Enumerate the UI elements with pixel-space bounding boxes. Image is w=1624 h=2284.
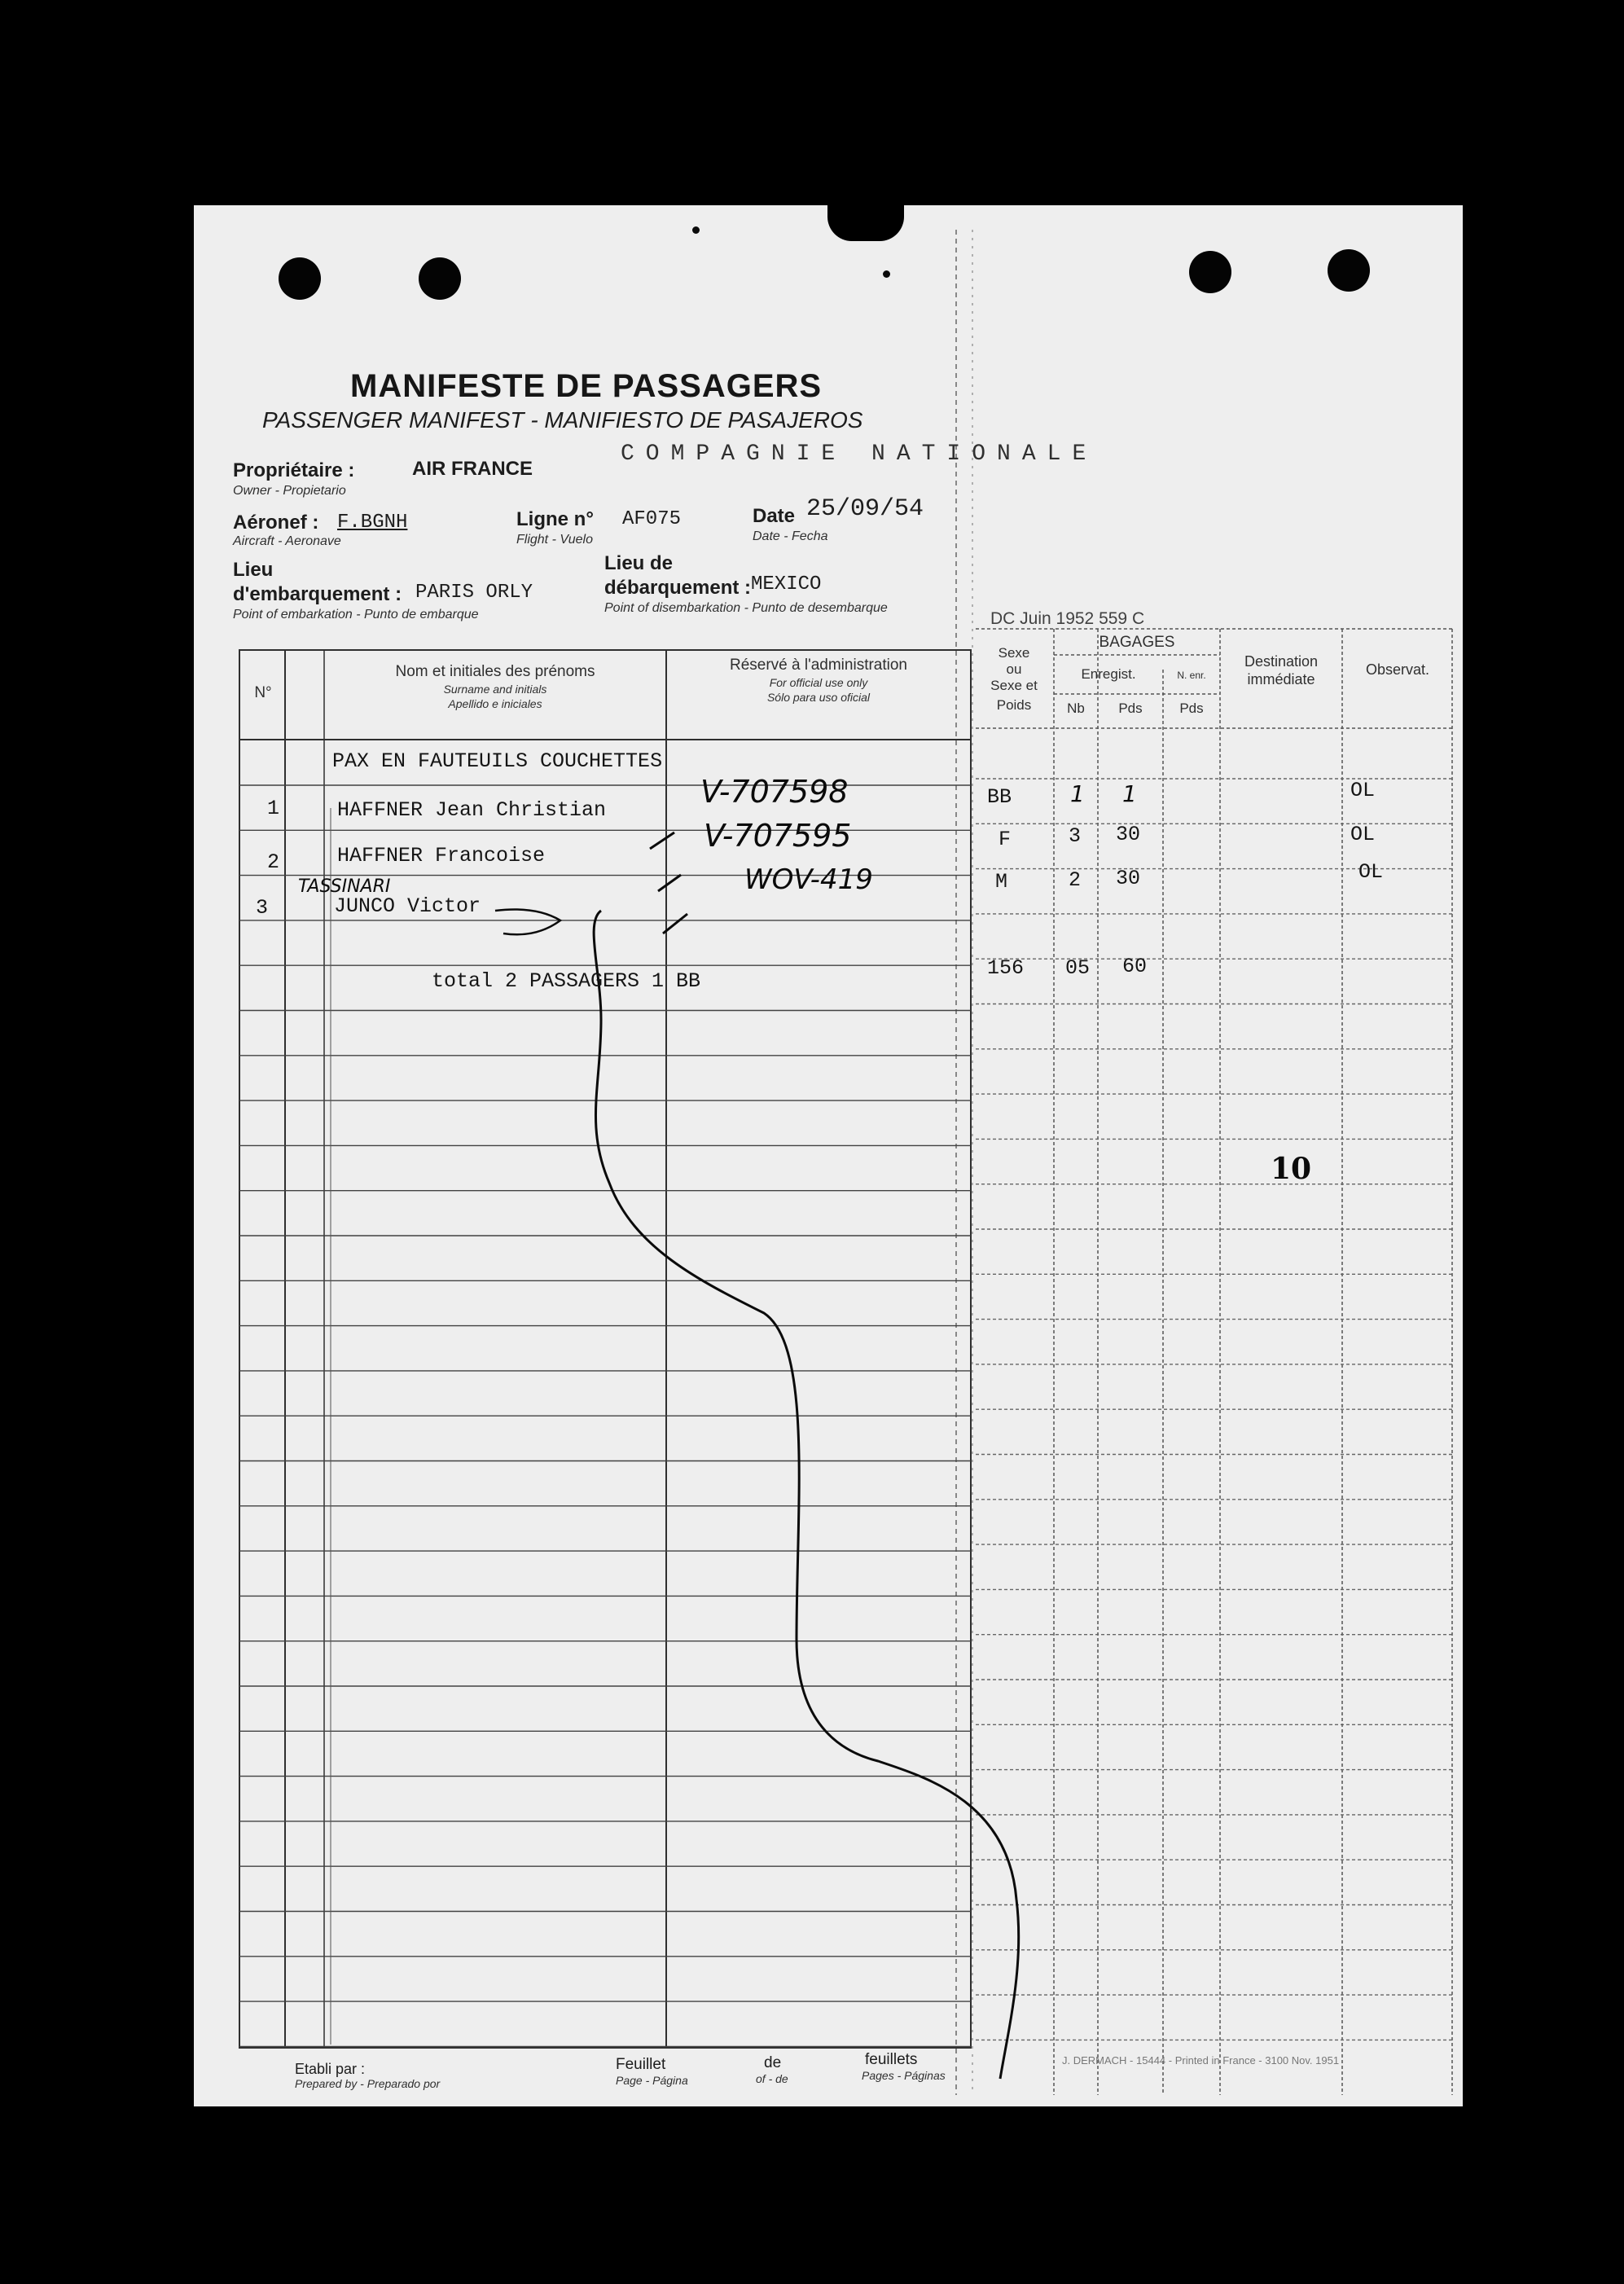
col-header-sex-4: Poids — [996, 697, 1032, 713]
sheets-label: feuillets — [865, 2051, 918, 2068]
row2-name: HAFFNER Francoise — [337, 844, 546, 867]
owner-stamp: COMPAGNIE NATIONALE — [621, 441, 1098, 467]
sheet-label: Feuillet — [616, 2056, 666, 2073]
section-heading: PAX EN FAUTEUILS COUCHETTES — [332, 749, 663, 773]
row1-admin: V-707598 — [700, 774, 849, 810]
row3-name-correction: TASSINARI — [298, 876, 391, 897]
col-header-number: N° — [254, 684, 272, 701]
row3-sex: M — [995, 870, 1008, 894]
row2-bag-weight: 30 — [1116, 823, 1141, 846]
row1-sex: BB — [987, 785, 1012, 809]
flight-value: AF075 — [622, 508, 682, 530]
col-header-name: Nom et initiales des prénoms — [395, 663, 595, 680]
col-header-nb: Nb — [1067, 701, 1085, 716]
total-sex-weight: 156 — [987, 956, 1025, 980]
row2-admin: V-707595 — [704, 818, 852, 854]
row2-number: 2 — [267, 850, 280, 874]
row3-name: JUNCO Victor — [334, 894, 481, 918]
prepared-by-sublabel: Prepared by - Preparado por — [295, 2077, 441, 2090]
date-label: Date — [753, 505, 796, 527]
sheet-sublabel: Page - Página — [616, 2074, 688, 2087]
col-header-sex-1: Sexe — [998, 645, 1030, 661]
row1-bag-count: 1 — [1070, 780, 1085, 807]
disembark-sublabel: Point of disembarkation - Punto de desembarque — [604, 601, 888, 615]
col-header-admin: Réservé à l'administration — [730, 657, 907, 674]
embark-value: PARIS ORLY — [415, 582, 533, 604]
form-reference: DC Juin 1952 559 C — [990, 609, 1145, 628]
row3-bag-count: 2 — [1069, 868, 1082, 892]
embark-label-line1: Lieu — [233, 559, 274, 581]
col-header-admin-es: Sólo para uso oficial — [766, 691, 871, 704]
row1-number: 1 — [267, 797, 280, 820]
flight-label: Ligne n° — [516, 508, 594, 530]
prepared-by-label: Etabli par : — [295, 2061, 366, 2077]
owner-value: AIR FRANCE — [412, 458, 533, 480]
form-subtitle: PASSENGER MANIFEST - MANIFIESTO DE PASAJEROS — [262, 407, 863, 433]
col-header-observations: Observat. — [1365, 661, 1430, 678]
row1-name: HAFFNER Jean Christian — [337, 798, 607, 822]
col-header-weight-2: Pds — [1179, 701, 1204, 716]
row3-observation: OL — [1358, 860, 1384, 884]
col-header-baggage: BAGAGES — [1099, 634, 1175, 651]
col-header-name-es: Apellido e iniciales — [448, 697, 542, 710]
manifest-sheet — [194, 205, 1463, 2106]
row1-observation: OL — [1350, 779, 1376, 802]
col-header-sex-2: ou — [1006, 661, 1022, 677]
row2-observation: OL — [1350, 823, 1376, 846]
col-header-destination-2: immédiate — [1247, 671, 1315, 687]
row3-number: 3 — [256, 896, 269, 920]
row3-bag-weight: 30 — [1116, 867, 1141, 890]
col-header-admin-en: For official use only — [769, 676, 868, 689]
row1-bag-weight: 1 — [1122, 780, 1137, 807]
col-header-name-en: Surname and initials — [443, 683, 547, 696]
printer-imprint: J. DERMACH - 15444 - Printed in France - 3100 Nov. 1951 — [1062, 2054, 1340, 2067]
col-header-registered: Enregist. — [1081, 666, 1136, 682]
disembark-value: MEXICO — [751, 573, 822, 595]
total-bag-weight: 60 — [1122, 955, 1148, 978]
of-sublabel: of - de — [756, 2072, 788, 2085]
embark-sublabel: Point of embarkation - Punto de embarque — [233, 608, 479, 622]
date-sublabel: Date - Fecha — [753, 529, 828, 543]
total-bag-count: 05 — [1065, 956, 1091, 980]
aircraft-label: Aéronef : — [233, 512, 319, 534]
sheets-sublabel: Pages - Páginas — [862, 2069, 946, 2082]
page-number-stamp: 10 — [1271, 1152, 1312, 1186]
col-header-weight: Pds — [1118, 701, 1143, 716]
total-line: total 2 PASSAGERS 1 BB — [432, 969, 701, 993]
col-header-not-registered: N. enr. — [1177, 670, 1206, 681]
form-title: MANIFESTE DE PASSAGERS — [350, 368, 823, 404]
owner-sublabel: Owner - Propietario — [233, 484, 346, 498]
col-header-destination-1: Destination — [1244, 653, 1319, 670]
row3-admin: WOV-419 — [744, 863, 873, 896]
row2-bag-count: 3 — [1069, 824, 1082, 848]
row2-sex: F — [999, 828, 1012, 851]
embark-label-line2: d'embarquement : — [233, 583, 402, 605]
date-value: 25/09/54 — [806, 495, 924, 523]
aircraft-value: F.BGNH — [337, 512, 408, 534]
disembark-label-line2: débarquement : — [604, 577, 752, 599]
flight-sublabel: Flight - Vuelo — [516, 533, 593, 547]
aircraft-sublabel: Aircraft - Aeronave — [233, 534, 341, 548]
of-label: de — [764, 2054, 782, 2071]
owner-label: Propriétaire : — [233, 459, 355, 481]
disembark-label-line1: Lieu de — [604, 552, 674, 574]
col-header-sex-3: Sexe et — [990, 678, 1038, 693]
